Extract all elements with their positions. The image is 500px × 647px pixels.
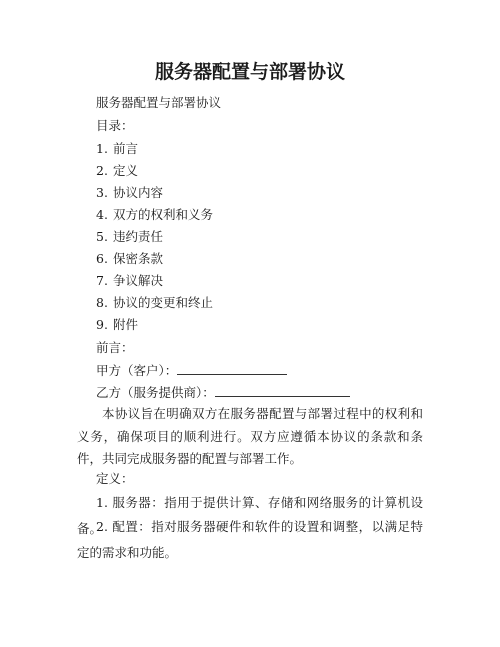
toc-item <box>96 206 213 224</box>
toc-item-number: 3. <box>96 185 108 200</box>
definitions-heading: 定义： <box>96 471 134 486</box>
toc-item-text: 协议内容 <box>113 185 164 200</box>
toc-item <box>96 272 163 290</box>
toc-item <box>96 140 138 158</box>
toc-item <box>96 250 163 268</box>
toc-item-number: 1. <box>96 141 108 156</box>
preface-heading: 前言： <box>96 340 134 355</box>
toc-item-number: 4. <box>96 207 108 222</box>
definition-item: 2. 配置：指对服务器硬件和软件的设置和调整，以满足特定的需求和功能。 <box>77 519 423 560</box>
toc-item-number: 5. <box>96 229 108 244</box>
toc-item-number: 6. <box>96 251 108 266</box>
toc-item-number: 7. <box>96 273 108 288</box>
toc-item-text: 附件 <box>113 317 139 332</box>
toc-item-text: 前言 <box>113 141 139 156</box>
party-b-blank <box>215 383 350 397</box>
toc-item <box>96 162 138 180</box>
toc-item-number: 2. <box>96 163 108 178</box>
toc-item-text: 双方的权利和义务 <box>113 207 214 222</box>
toc-item <box>96 294 213 312</box>
toc-item <box>96 184 163 202</box>
party-b-label: 乙方（服务提供商）： <box>96 385 215 400</box>
toc-item-number: 9. <box>96 317 108 332</box>
toc-item-text: 协议的变更和终止 <box>113 295 214 310</box>
document-subtitle: 服务器配置与部署协议 <box>96 95 222 110</box>
party-a-label: 甲方（客户）： <box>96 363 178 378</box>
intro-paragraph: 本协议旨在明确双方在服务器配置与部署过程中的权利和义务，确保项目的顺利进行。双方应遵循本协议的条款和条件，共同完成服务器的配置与部署工作。 <box>77 406 423 466</box>
toc-item-text: 争议解决 <box>113 273 164 288</box>
toc-item-number: 8. <box>96 295 108 310</box>
document-title: 服务器配置与部署协议 <box>154 61 345 83</box>
definition-item: 1. 服务器：指用于提供计算、存储和网络服务的计算机设备。 <box>77 495 423 536</box>
toc-item-text: 违约责任 <box>113 229 164 244</box>
party-a-row <box>96 361 416 380</box>
toc-heading: 目录： <box>96 118 134 133</box>
party-b-row <box>96 383 416 402</box>
toc-item-text: 定义 <box>113 163 139 178</box>
toc-item <box>96 316 138 334</box>
party-a-blank <box>177 361 287 375</box>
toc-item-text: 保密条款 <box>113 251 164 266</box>
toc-item <box>96 228 163 246</box>
